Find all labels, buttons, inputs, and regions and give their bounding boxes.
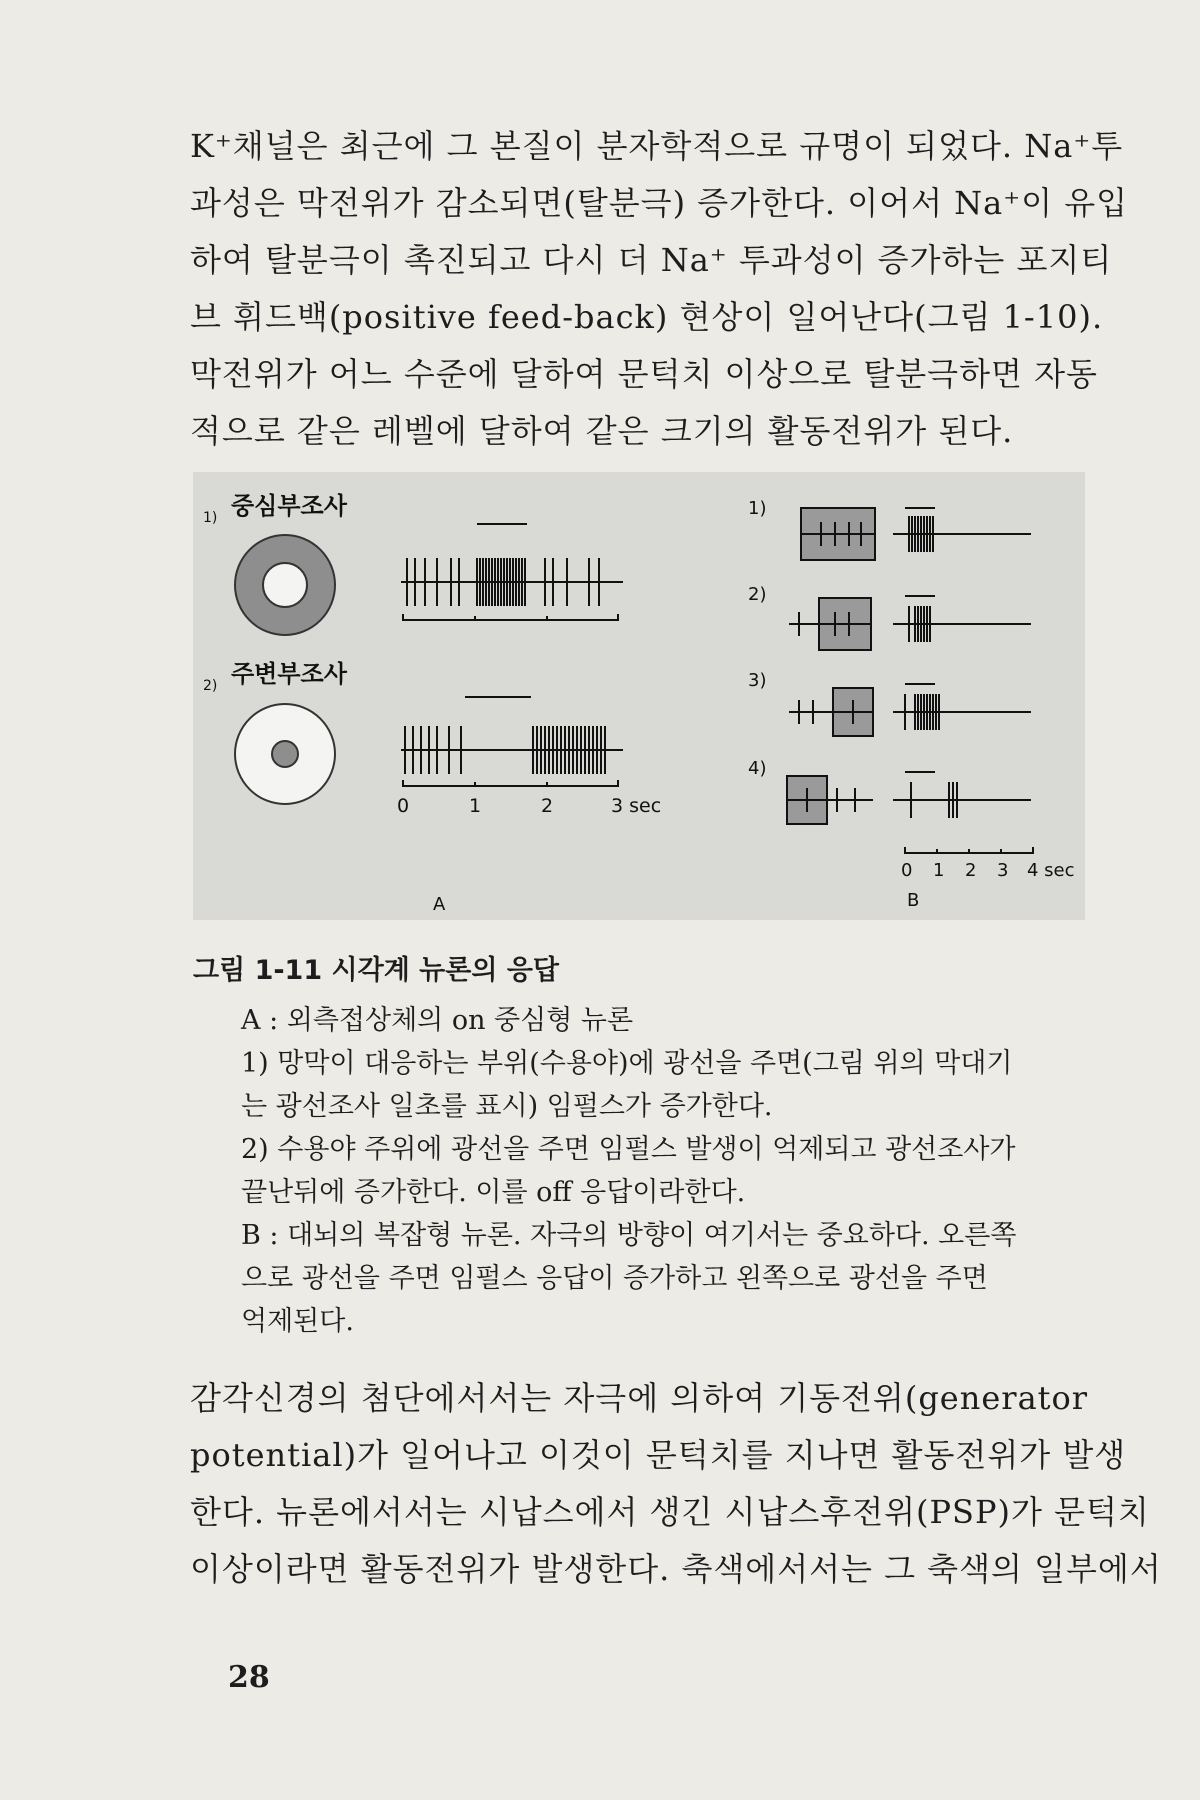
row1-number: 1) [203,510,218,526]
axis-tick: 3 [997,860,1009,881]
axis-tick: 0 [397,795,410,817]
text-line: 한다. 뉴론에서서는 시납스에서 생긴 시납스후전위(PSP)가 문턱치 [190,1493,1150,1531]
row2-label: 주변부조사 [231,660,347,688]
axis-tick: 2 [965,860,977,881]
surround-stimulus-center [272,741,298,767]
caption-title: 그림 1-11 시각계 뉴론의 응답 [193,955,559,986]
panel-a-label: A [433,894,446,915]
text-line: potential)가 일어나고 이것이 문턱치를 지나면 활동전위가 발생 [190,1436,1127,1474]
spike-train-b1 [909,516,933,552]
bottom-paragraph [190,1370,1162,1598]
b-row-number: 1) [748,498,767,519]
axis-tick: 4 sec [1027,860,1075,881]
axis-tick: 1 [933,860,945,881]
axis-tick: 3 sec [611,795,662,817]
axis-tick: 0 [901,860,913,881]
figure-visual-neuron-responses [193,472,1085,920]
page-number: 28 [228,1660,270,1695]
caption-line: 끝난뒤에 증가한다. 이를 off 응답이라한다. [241,1177,746,1208]
row2-number: 2) [203,678,218,694]
figure-drawing [193,472,1085,920]
top-paragraph [190,118,1129,460]
caption-line: B : 대뇌의 복잡형 뉴론. 자극의 방향이 여기서는 중요하다. 오른쪽 [241,1220,1017,1251]
axis-tick: 1 [469,795,482,817]
caption-line: A : 외측접상체의 on 중심형 뉴론 [241,1005,634,1036]
text-line: 적으로 같은 레벨에 달하여 같은 크기의 활동전위가 된다. [190,412,1014,450]
panel-b-label: B [907,890,920,911]
b-row-number: 4) [748,758,767,779]
text-line: 이상이라면 활동전위가 발생한다. 축색에서서는 그 축색의 일부에서 [190,1550,1162,1588]
figure-caption [193,948,1053,1343]
caption-body [241,999,1053,1343]
text-line: 하여 탈분극이 촉진되고 다시 더 Na⁺ 투과성이 증가하는 포지티 [190,241,1113,279]
caption-line: 억제된다. [241,1306,354,1337]
text-line: 브 휘드백(positive feed-back) 현상이 일어난다(그림 1-10). [190,298,1104,336]
row1-label: 중심부조사 [231,492,347,520]
time-scale [403,614,618,620]
center-stimulus-hole [263,563,307,607]
caption-line: 1) 망막이 대응하는 부위(수용야)에 광선을 주면(그림 위의 막대기 [241,1048,1013,1079]
time-scale [403,780,618,786]
caption-line: 는 광선조사 일초를 표시) 임펄스가 증가한다. [241,1091,773,1122]
caption-line: 2) 수용야 주위에 광선을 주면 임펄스 발생이 억제되고 광선조사가 [241,1134,1016,1165]
b-row-number: 2) [748,584,767,605]
text-line: 막전위가 어느 수준에 달하여 문턱치 이상으로 탈분극하면 자동 [190,355,1098,393]
text-line: 감각신경의 첨단에서서는 자극에 의하여 기동전위(generator [190,1379,1089,1417]
time-scale [905,847,1033,853]
b-row-number: 3) [748,670,767,691]
caption-line: 으로 광선을 주면 임펄스 응답이 증가하고 왼쪽으로 광선을 주면 [241,1263,988,1294]
axis-tick: 2 [541,795,554,817]
text-line: 과성은 막전위가 감소되면(탈분극) 증가한다. 이어서 Na⁺이 유입 [190,184,1129,222]
text-line: K⁺채널은 최근에 그 본질이 분자학적으로 규명이 되었다. Na⁺투 [190,127,1124,165]
